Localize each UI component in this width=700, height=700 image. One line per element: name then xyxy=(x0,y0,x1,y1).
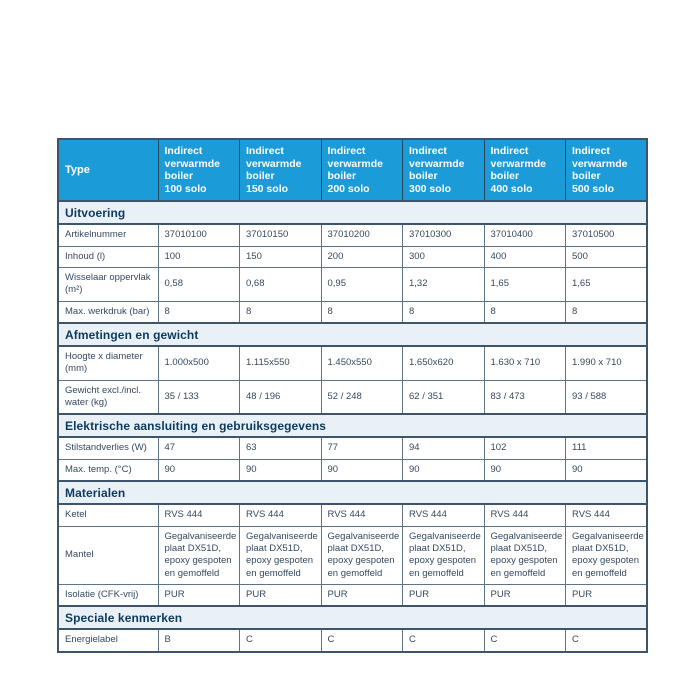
cell-value: PUR xyxy=(484,584,566,606)
column-header xyxy=(158,139,240,201)
cell-value: 90 xyxy=(240,459,322,481)
cell-value: 35 / 133 xyxy=(158,380,240,414)
table-header-row xyxy=(58,139,647,201)
cell-value: 102 xyxy=(484,437,566,459)
cell-value: 77 xyxy=(321,437,403,459)
spec-row xyxy=(58,246,647,267)
section-header-row xyxy=(58,201,647,224)
cell-value: 37010500 xyxy=(566,224,648,246)
section-header-row xyxy=(58,606,647,629)
cell-value: PUR xyxy=(403,584,485,606)
column-header-product-name: Indirect verwarmde boiler xyxy=(490,145,546,183)
column-header-product-name: Indirect verwarmde boiler xyxy=(246,145,302,183)
cell-value: RVS 444 xyxy=(484,504,566,526)
spec-row xyxy=(58,380,647,414)
cell-value: RVS 444 xyxy=(158,504,240,526)
cell-value: 52 / 248 xyxy=(321,380,403,414)
cell-value: 1,65 xyxy=(484,268,566,302)
section-title: Speciale kenmerken xyxy=(58,606,647,629)
table-head xyxy=(58,139,647,201)
cell-value: C xyxy=(484,629,566,651)
column-header xyxy=(321,139,403,201)
row-label: Artikelnummer xyxy=(58,224,158,246)
spec-row xyxy=(58,268,647,302)
column-header-model: 400 solo xyxy=(490,182,533,195)
section-header-row xyxy=(58,323,647,346)
column-header-product-name: Indirect verwarmde boiler xyxy=(327,145,383,183)
row-label: Max. temp. (°C) xyxy=(58,459,158,481)
column-header xyxy=(240,139,322,201)
spec-row xyxy=(58,504,647,526)
section-header-row xyxy=(58,414,647,437)
spec-row xyxy=(58,526,647,584)
row-label: Gewicht excl./incl. water (kg) xyxy=(58,380,158,414)
cell-value: 83 / 473 xyxy=(484,380,566,414)
row-label: Inhoud (l) xyxy=(58,246,158,267)
cell-value: RVS 444 xyxy=(403,504,485,526)
cell-value: 150 xyxy=(240,246,322,267)
cell-value: 8 xyxy=(484,301,566,323)
cell-value: PUR xyxy=(240,584,322,606)
column-header-product-name: Indirect verwarmde boiler xyxy=(164,145,220,183)
column-header-model: 150 solo xyxy=(246,182,289,195)
column-header xyxy=(403,139,485,201)
row-label: Max. werkdruk (bar) xyxy=(58,301,158,323)
boiler-spec-table xyxy=(57,138,648,653)
column-header xyxy=(484,139,566,201)
cell-value: RVS 444 xyxy=(566,504,648,526)
column-header-model: 500 solo xyxy=(572,182,615,195)
cell-value: Gegalvaniseerde plaat DX51D, epoxy gespoten en gemoffeld xyxy=(240,526,322,584)
cell-value: 62 / 351 xyxy=(403,380,485,414)
cell-value: 1.115x550 xyxy=(240,346,322,380)
spec-row xyxy=(58,437,647,459)
cell-value: 90 xyxy=(566,459,648,481)
cell-value: 37010300 xyxy=(403,224,485,246)
table-body xyxy=(58,201,647,651)
column-header-product-name: Indirect verwarmde boiler xyxy=(572,145,628,183)
section-title: Uitvoering xyxy=(58,201,647,224)
column-header-type: Type xyxy=(58,139,158,201)
row-label: Stilstandverlies (W) xyxy=(58,437,158,459)
cell-value: 90 xyxy=(321,459,403,481)
cell-value: PUR xyxy=(321,584,403,606)
cell-value: 8 xyxy=(158,301,240,323)
row-label: Mantel xyxy=(58,526,158,584)
cell-value: 8 xyxy=(240,301,322,323)
cell-value: 100 xyxy=(158,246,240,267)
spec-row xyxy=(58,459,647,481)
cell-value: B xyxy=(158,629,240,651)
cell-value: 93 / 588 xyxy=(566,380,648,414)
cell-value: 1.650x620 xyxy=(403,346,485,380)
row-label: Ketel xyxy=(58,504,158,526)
cell-value: 37010100 xyxy=(158,224,240,246)
row-label: Isolatie (CFK-vrij) xyxy=(58,584,158,606)
cell-value: Gegalvaniseerde plaat DX51D, epoxy gespoten en gemoffeld xyxy=(484,526,566,584)
cell-value: 200 xyxy=(321,246,403,267)
cell-value: 8 xyxy=(566,301,648,323)
cell-value: 0,68 xyxy=(240,268,322,302)
cell-value: 0,58 xyxy=(158,268,240,302)
cell-value: Gegalvaniseerde plaat DX51D, epoxy gespoten en gemoffeld xyxy=(566,526,648,584)
cell-value: 94 xyxy=(403,437,485,459)
cell-value: C xyxy=(566,629,648,651)
column-header-model: 300 solo xyxy=(409,182,452,195)
cell-value: Gegalvaniseerde plaat DX51D, epoxy gespoten en gemoffeld xyxy=(321,526,403,584)
column-header-model: 100 solo xyxy=(164,182,207,195)
cell-value: 1.990 x 710 xyxy=(566,346,648,380)
column-header-model: 200 solo xyxy=(327,182,370,195)
cell-value: 63 xyxy=(240,437,322,459)
cell-value: 111 xyxy=(566,437,648,459)
cell-value: 8 xyxy=(403,301,485,323)
cell-value: 37010400 xyxy=(484,224,566,246)
cell-value: 37010200 xyxy=(321,224,403,246)
cell-value: RVS 444 xyxy=(240,504,322,526)
cell-value: C xyxy=(321,629,403,651)
cell-value: 400 xyxy=(484,246,566,267)
column-header xyxy=(566,139,648,201)
spec-row xyxy=(58,629,647,651)
cell-value: RVS 444 xyxy=(321,504,403,526)
cell-value: 48 / 196 xyxy=(240,380,322,414)
cell-value: 8 xyxy=(321,301,403,323)
cell-value: 300 xyxy=(403,246,485,267)
cell-value: 90 xyxy=(158,459,240,481)
row-label: Energielabel xyxy=(58,629,158,651)
cell-value: C xyxy=(240,629,322,651)
cell-value: 1.450x550 xyxy=(321,346,403,380)
row-label: Wisselaar oppervlak (m²) xyxy=(58,268,158,302)
cell-value: PUR xyxy=(566,584,648,606)
cell-value: Gegalvaniseerde plaat DX51D, epoxy gespoten en gemoffeld xyxy=(403,526,485,584)
section-title: Materialen xyxy=(58,481,647,504)
cell-value: 1.000x500 xyxy=(158,346,240,380)
cell-value: 90 xyxy=(484,459,566,481)
cell-value: 1,32 xyxy=(403,268,485,302)
cell-value: Gegalvaniseerde plaat DX51D, epoxy gespoten en gemoffeld xyxy=(158,526,240,584)
cell-value: 0,95 xyxy=(321,268,403,302)
cell-value: 90 xyxy=(403,459,485,481)
section-header-row xyxy=(58,481,647,504)
cell-value: 500 xyxy=(566,246,648,267)
spec-row xyxy=(58,584,647,606)
cell-value: PUR xyxy=(158,584,240,606)
column-header-product-name: Indirect verwarmde boiler xyxy=(409,145,465,183)
cell-value: C xyxy=(403,629,485,651)
cell-value: 1,65 xyxy=(566,268,648,302)
spec-row xyxy=(58,224,647,246)
row-label: Hoogte x diameter (mm) xyxy=(58,346,158,380)
spec-row xyxy=(58,301,647,323)
section-title: Afmetingen en gewicht xyxy=(58,323,647,346)
spec-row xyxy=(58,346,647,380)
section-title: Elektrische aansluiting en gebruiksgegevens xyxy=(58,414,647,437)
cell-value: 37010150 xyxy=(240,224,322,246)
cell-value: 47 xyxy=(158,437,240,459)
cell-value: 1.630 x 710 xyxy=(484,346,566,380)
